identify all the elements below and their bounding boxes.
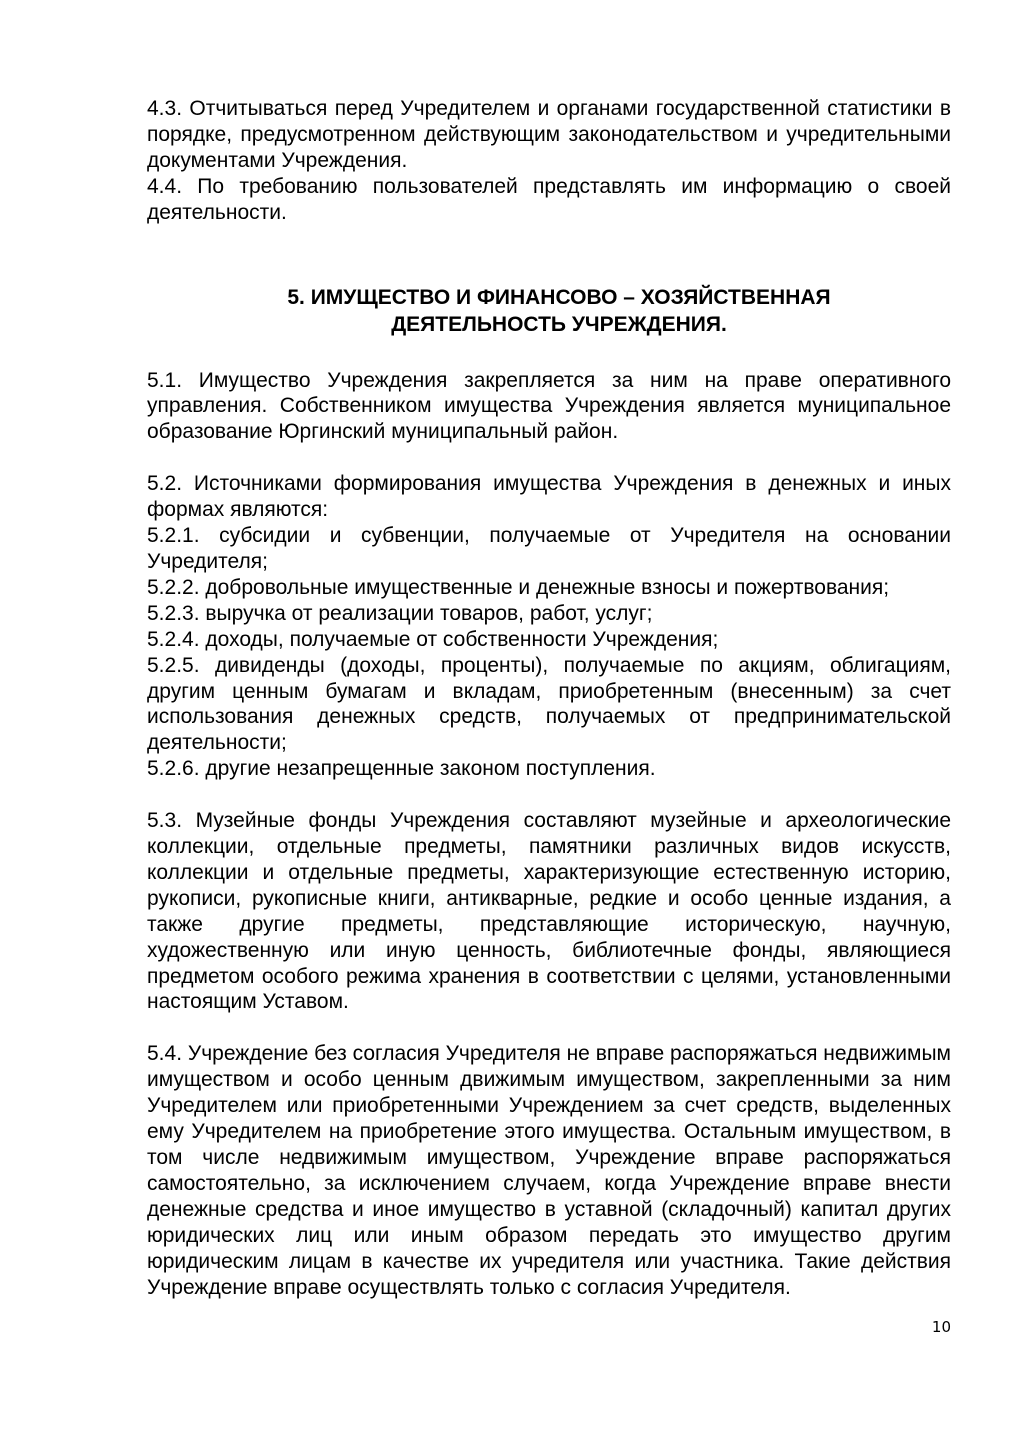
paragraph-5-2-6: 5.2.6. другие незапрещенные законом поступления. bbox=[147, 757, 656, 781]
page-number: 10 bbox=[931, 1318, 951, 1336]
paragraph-5-2-5: 5.2.5. дивиденды (доходы, проценты), получаемые по акциям, облигациям, другим ценным бумагам и вкладам, приобретенным (внесенным) за счет использования денежных средств, получаемых от предпринимательской деятельности; bbox=[147, 653, 951, 755]
spacer bbox=[147, 338, 951, 368]
document-page bbox=[147, 96, 951, 1300]
paragraph-4-3: 4.3. Отчитываться перед Учредителем и органами государственной статистики в порядке, предусмотренном действующим законодательством и учредительными документами Учреждения. bbox=[147, 97, 951, 172]
section-heading-line-2: ДЕЯТЕЛЬНОСТЬ УЧРЕЖДЕНИЯ. bbox=[391, 312, 727, 336]
paragraph-5-2-2: 5.2.2. добровольные имущественные и денежные взносы и пожертвования; bbox=[147, 575, 890, 599]
section-heading-line-1: 5. ИМУЩЕСТВО И ФИНАНСОВО – ХОЗЯЙСТВЕННАЯ bbox=[287, 285, 831, 309]
paragraph-4-4: 4.4. По требованию пользователей представлять им информацию о своей деятельности. bbox=[147, 174, 951, 224]
paragraph-5-2-1: 5.2.1. субсидии и субвенции, получаемые от Учредителя на основании Учредителя; bbox=[147, 524, 951, 573]
spacer bbox=[147, 782, 951, 808]
spacer bbox=[147, 226, 951, 284]
paragraph-5-1: 5.1. Имущество Учреждения закрепляется за ним на праве оперативного управления. Собственником имущества Учреждения является муниципальное образование Юргинский муниципальный район. bbox=[147, 368, 951, 444]
spacer bbox=[147, 445, 951, 471]
spacer bbox=[147, 1015, 951, 1041]
paragraph-5-4: 5.4. Учреждение без согласия Учредителя не вправе распоряжаться недвижимым имуществом и особо ценным движимым имуществом, закрепленными за ним Учредителем или приобретенными Учреждением за счет средств, выделенных ему Учредителем на приобретение этого имущества. Остальным имуществом, в том числе недвижимым имуществом, Учреждение вправе распоряжаться самостоятельно, за исключением случаем, когда Учреждение вправе внести денежные средства и иное имущество в уставной (складочный) капитал других юридических лиц или иным образом передать это имущество другим юридическим лицам в качестве их учредителя или участника. Такие действия Учреждение вправе осуществлять только с согласия Учредителя. bbox=[147, 1042, 951, 1299]
paragraph-5-2-3: 5.2.3. выручка от реализации товаров, работ, услуг; bbox=[147, 601, 653, 625]
paragraph-5-2-4: 5.2.4. доходы, получаемые от собственности Учреждения; bbox=[147, 627, 719, 651]
paragraph-5-2: 5.2. Источниками формирования имущества Учреждения в денежных и иных формах являются: bbox=[147, 472, 951, 522]
paragraph-5-3: 5.3. Музейные фонды Учреждения составляют музейные и археологические коллекции, отдельные предметы, памятники различных видов искусств, коллекции и отдельные предметы, характеризующие естественную историю, рукописи, рукописные книги, антикварные, редкие и особо ценные издания, а также другие предметы, представляющие историческую, научную, художественную или иную ценность, библиотечные фонды, являющиеся предметом особого режима хранения в соответствии с целями, установленными настоящим Уставом. bbox=[147, 809, 951, 1014]
